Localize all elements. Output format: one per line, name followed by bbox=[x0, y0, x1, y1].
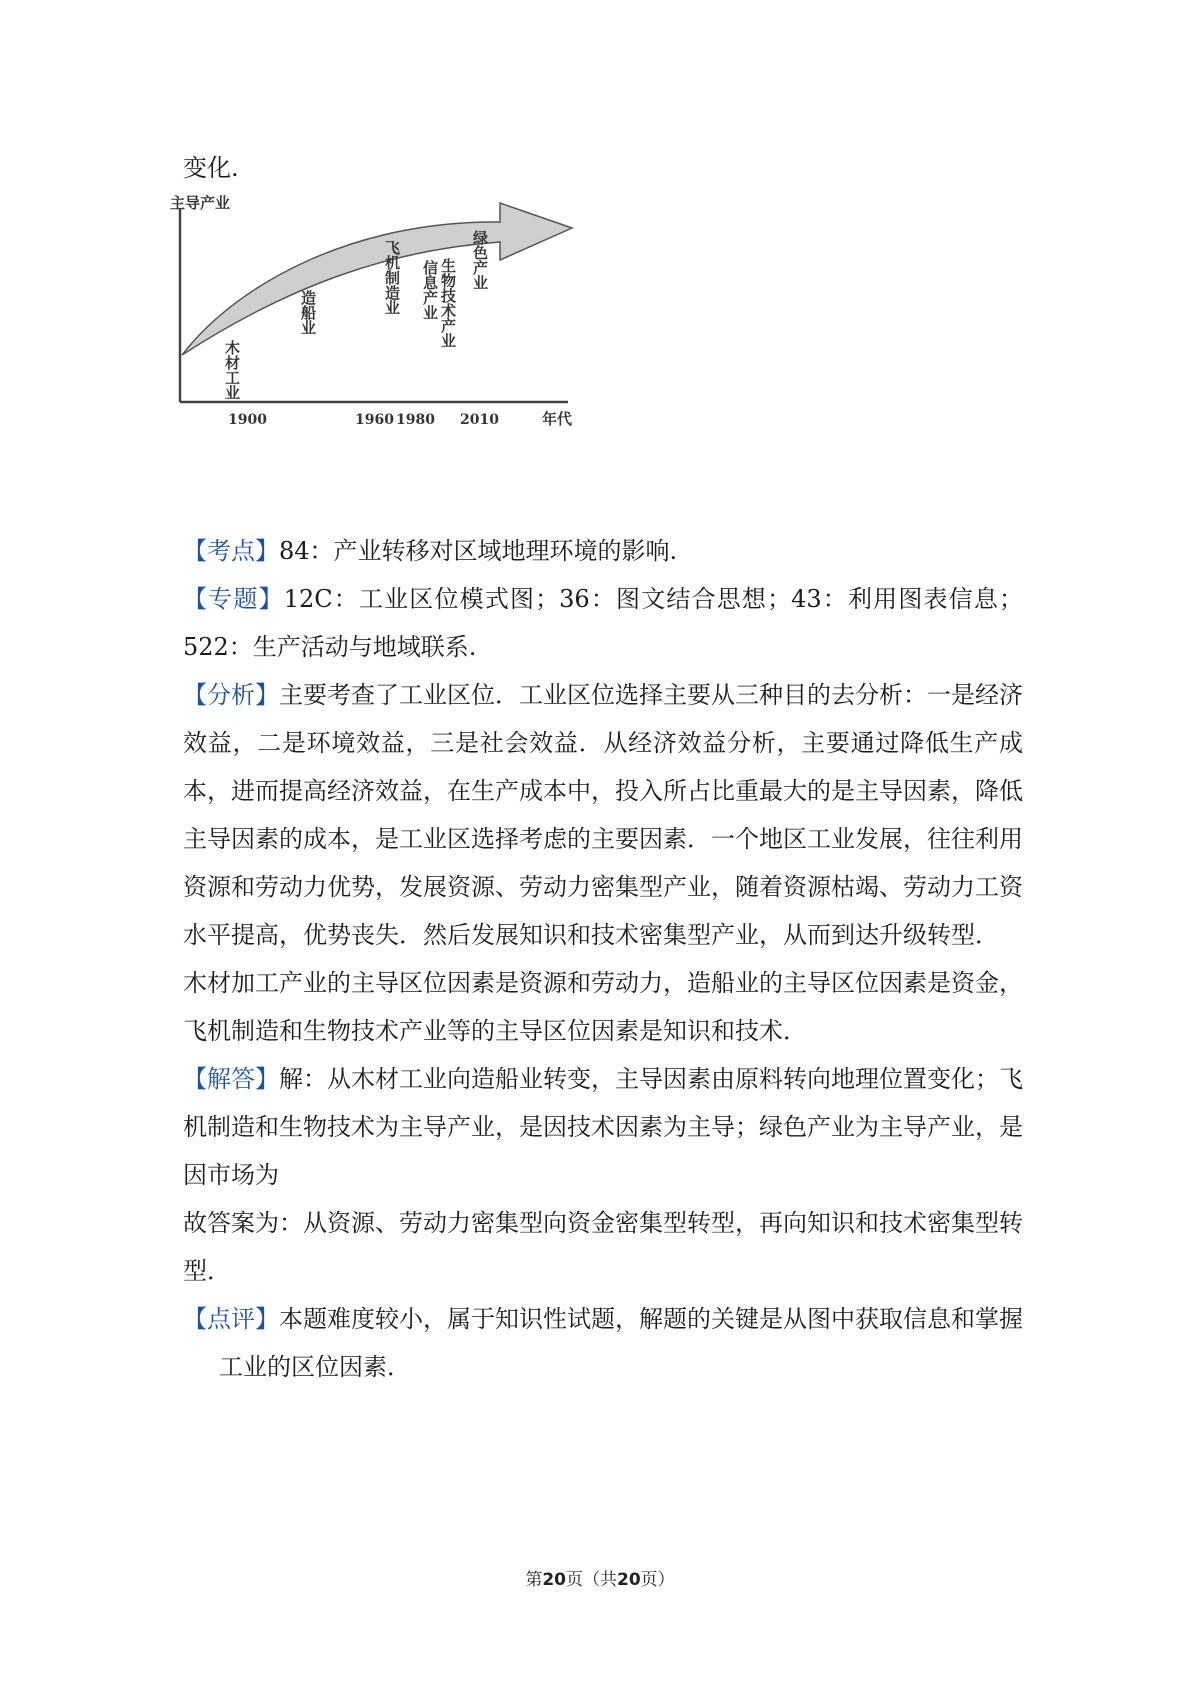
stage-label-information: 信息产业 bbox=[421, 260, 439, 320]
trend-arrow bbox=[182, 203, 572, 355]
section-text: 84：产业转移对区域地理环境的影响. bbox=[279, 537, 678, 565]
stage-label-wood: 木材工业 bbox=[223, 340, 241, 400]
footer-page-number: 20 bbox=[542, 1570, 566, 1590]
section-answer: 故答案为：从资源、劳动力密集型向资金密集型转型，再向知识和技术密集型转型． bbox=[183, 1209, 1023, 1285]
section-jieda bbox=[183, 1055, 1023, 1199]
section-fenxi-continued: 木材加工产业的主导区位因素是资源和劳动力，造船业的主导区位因素是资金，飞机制造和生物技术产业等的主导区位因素是知识和技术． bbox=[183, 969, 1023, 1045]
page-footer bbox=[0, 1565, 1200, 1590]
section-tag: 【点评】 bbox=[183, 1305, 279, 1333]
stage-label-biotech: 生物技术产业 bbox=[439, 258, 457, 348]
section-text: 本题难度较小，属于知识性试题，解题的关键是从图中获取信息和掌握工业的区位因素． bbox=[219, 1305, 1023, 1381]
section-kaodian bbox=[183, 527, 1023, 575]
section-text: 主要考查了工业区位．工业区位选择主要从三种目的去分析：一是经济效益，二是环境效益，三是社会效益．从经济效益分析，主要通过降低生产成本，进而提高经济效益，在生产成本中，投入所占比重最大的是主导因素，降低主导因素的成本，是工业区选择考虑的主要因素．一个地区工业发展，往往利用资源和劳动力优势，发展资源、劳动力密集型产业，随着资源枯竭、劳动力工资水平提高，优势丧失．然后发展知识和技术密集型产业，从而到达升级转型． bbox=[183, 681, 1023, 949]
stage-label-shipbuilding: 造船业 bbox=[299, 290, 317, 335]
figure-svg bbox=[170, 194, 650, 480]
section-tag: 【分析】 bbox=[183, 681, 279, 709]
footer-suffix: 页） bbox=[640, 1570, 675, 1590]
x-tick-label: 1960 bbox=[355, 412, 394, 428]
section-text: 解：从木材工业向造船业转变，主导因素由原料转向地理位置变化；飞机制造和生物技术为主导产业，是因技术因素为主导；绿色产业为主导产业，是因市场为 bbox=[183, 1065, 1023, 1189]
y-axis-label: 主导产业 bbox=[170, 194, 231, 212]
section-tag: 【考点】 bbox=[183, 537, 279, 565]
x-tick-label: 1900 bbox=[228, 412, 267, 428]
x-tick-label: 2010 bbox=[460, 412, 499, 428]
section-zhuanti bbox=[183, 575, 1023, 671]
section-dianping bbox=[183, 1295, 1023, 1391]
x-tick-label: 1980 bbox=[396, 412, 435, 428]
solution-body bbox=[183, 527, 1023, 1391]
footer-prefix: 第 bbox=[525, 1570, 543, 1590]
industry-evolution-figure bbox=[170, 194, 650, 480]
footer-mid: 页（共 bbox=[566, 1570, 617, 1590]
intro-text: 变化. bbox=[183, 154, 239, 182]
section-text: 12C：工业区位模式图；36：图文结合思想；43：利用图表信息；522：生产活动与地域联系. bbox=[183, 585, 1024, 661]
section-tag: 【解答】 bbox=[183, 1065, 279, 1093]
stage-label-aircraft: 飞机制造业 bbox=[383, 240, 401, 315]
x-axis-label: 年代 bbox=[542, 410, 573, 428]
footer-total-pages: 20 bbox=[617, 1570, 641, 1590]
stage-label-green: 绿色产业 bbox=[471, 230, 489, 290]
section-fenxi bbox=[183, 671, 1023, 959]
section-tag: 【专题】 bbox=[183, 585, 284, 613]
